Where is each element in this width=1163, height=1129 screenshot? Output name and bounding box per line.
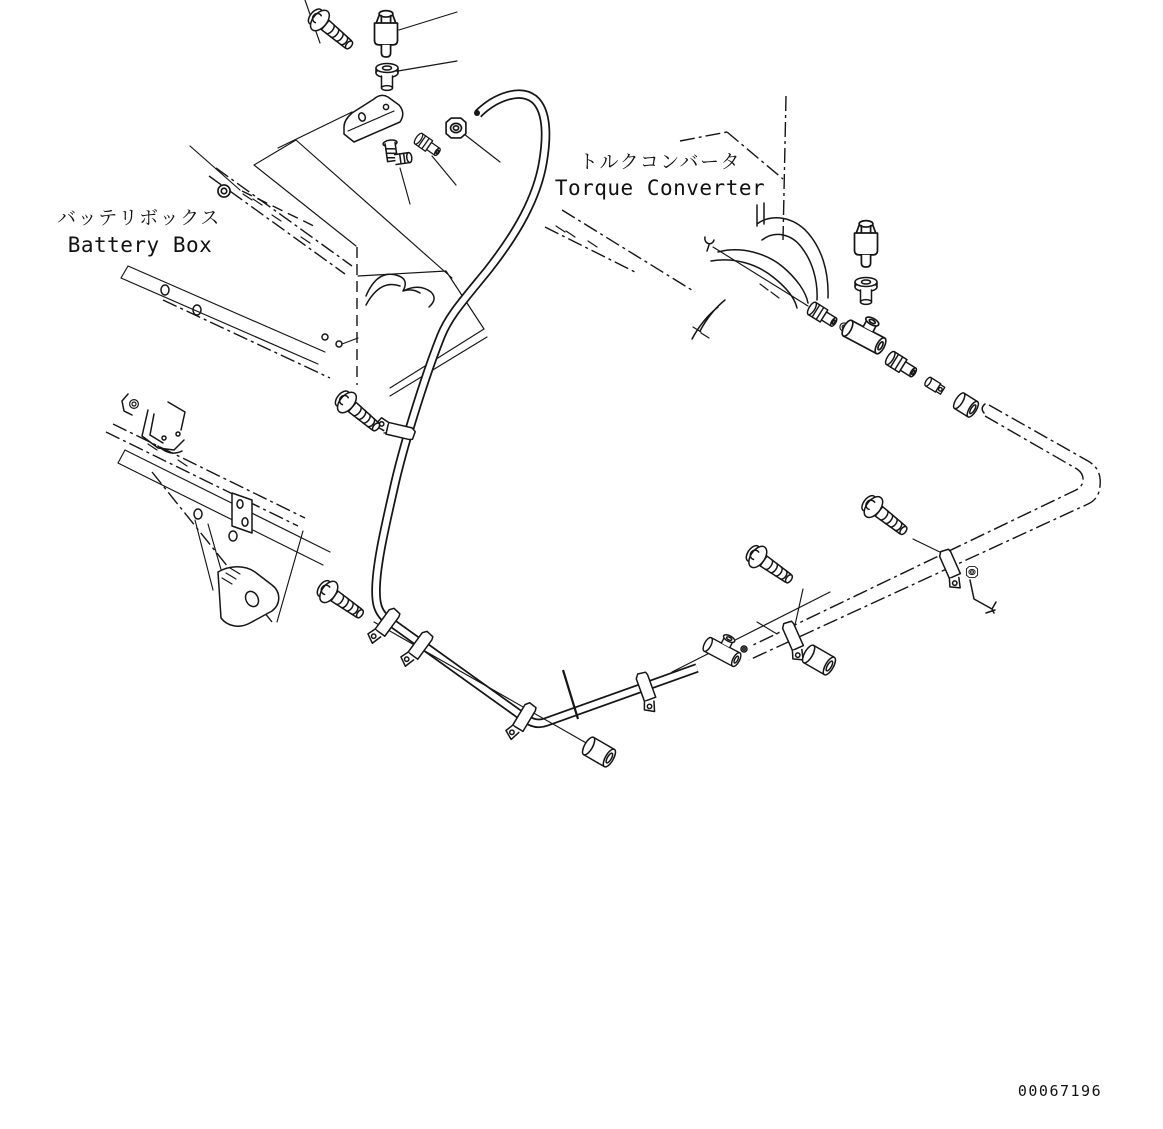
clip (741, 646, 747, 652)
flanged-fitting (376, 64, 398, 91)
torque-converter-label-en: Torque Converter (554, 176, 766, 200)
grommet (130, 400, 139, 409)
flanged-bolt (313, 576, 369, 625)
flanged-bolt (742, 541, 798, 590)
hex-nut (966, 566, 977, 577)
plug-bolt (855, 221, 878, 267)
tube-clamp (935, 548, 965, 592)
battery-side-fittings (344, 11, 466, 166)
drawing-number: 00067196 (1017, 1082, 1103, 1100)
battery-box-label-en: Battery Box (67, 233, 213, 257)
l-bracket (966, 566, 996, 613)
text-labels (57, 151, 1102, 1100)
connector-fitting (413, 132, 443, 158)
grommet (218, 185, 230, 197)
bushing (580, 735, 618, 768)
converter-side-fittings (806, 221, 981, 419)
battery-box-label-jp: バッテリボックス (57, 207, 221, 229)
flanged-bolt (331, 386, 386, 438)
connector-fitting (884, 350, 919, 380)
reducer-fitting (924, 376, 946, 395)
mounting-bracket (344, 95, 403, 142)
reference-tube (749, 404, 1100, 660)
tee-fitting (840, 308, 894, 355)
bottom-fittings (580, 566, 996, 768)
plug-bolt (375, 11, 398, 57)
flanged-fitting (855, 278, 877, 305)
flanged-bolt (304, 4, 359, 56)
flanged-bolt (857, 491, 912, 542)
hex-nut (446, 118, 466, 138)
bushing (800, 643, 838, 676)
elbow-fitting (383, 137, 413, 165)
connector-fitting (806, 301, 839, 329)
sleeve (951, 391, 980, 418)
tube-end-cap (474, 110, 480, 116)
torque-converter-label-jp: トルクコンバータ (579, 151, 741, 173)
tube-clamps (365, 417, 966, 743)
